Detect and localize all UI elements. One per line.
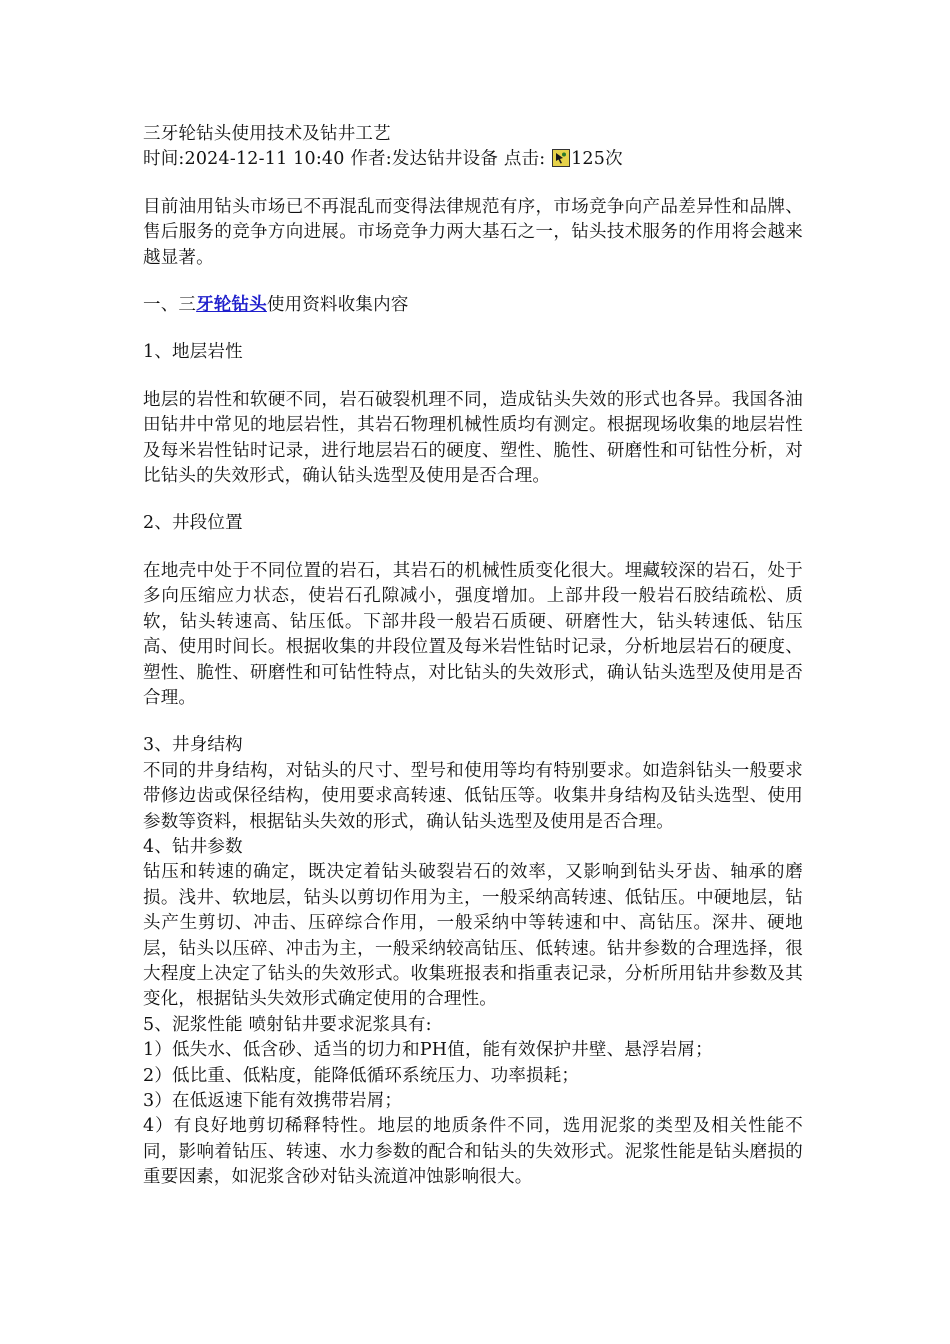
time-label: 时间: <box>143 149 185 170</box>
mud-item: 1）低失水、低含砂、适当的切力和PH值，能有效保护井壁、悬浮岩屑； <box>143 1040 713 1061</box>
author-value: 发达钻井设备 <box>391 149 499 170</box>
section-suffix: 使用资料收集内容 <box>266 295 409 316</box>
article-meta <box>143 147 803 172</box>
subheading-drilling-params: 4、钻井参数 <box>143 836 243 857</box>
article <box>143 122 803 1191</box>
drill-bit-link[interactable]: 牙轮钻头 <box>196 295 267 316</box>
article-title: 三牙轮钻头使用技术及钻井工艺 <box>143 124 391 144</box>
paragraph-formation: 地层的岩性和软硬不同，岩石破裂机理不同，造成钻头失效的形式也各异。我国各油田钻井中常见的地层岩性，其岩石物理机械性质均有测定。根据现场收集的地层岩性及每米岩性钻时记录，进行地层岩石的硬度、塑性、脆性、研磨性和可钻性分析，对比钻头的失效形式，确认钻头选型及使用是否合理。 <box>143 389 803 487</box>
subheading-formation: 1、地层岩性 <box>143 342 243 363</box>
author-label: 作者: <box>350 149 392 170</box>
subheading-mud-properties: 5、泥浆性能 喷射钻井要求泥浆具有: <box>143 1014 432 1035</box>
intro-paragraph: 目前油用钻头市场已不再混乱而变得法律规范有序，市场竞争向产品差异性和品牌、售后服务的竞争方向进展。市场竞争力两大基石之一，钻头技术服务的作用将会越来越显著。 <box>143 196 803 268</box>
mud-item: 2）低比重、低粘度，能降低循环系统压力、功率损耗； <box>143 1065 580 1086</box>
paragraph-well-structure: 不同的井身结构，对钻头的尺寸、型号和使用等均有特别要求。如造斜钻头一般要求带修边齿或保径结构，使用要求高转速、低钻压等。收集井身结构及钻头选型、使用参数等资料，根据钻头失效的形式，确认钻头选型及使用是否合理。 <box>143 760 803 832</box>
paragraph-well-section: 在地壳中处于不同位置的岩石，其岩石的机械性质变化很大。埋藏较深的岩石，处于多向压缩应力状态，使岩石孔隙减小，强度增加。上部井段一般岩石胶结疏松、质软，钻头转速高、钻压低。下部井段一般岩石质硬、研磨性大，钻头转速低、钻压高、使用时间长。根据收集的井段位置及每米岩性钻时记录，分析地层岩石的硬度、塑性、脆性、研磨性和可钻性特点，对比钻头的失效形式，确认钻头选型及使用是否合理。 <box>143 560 803 708</box>
clicks-unit: 次 <box>605 149 623 170</box>
section-heading-1 <box>143 293 803 318</box>
mud-item: 4）有良好地剪切稀释特性。地层的地质条件不同，选用泥浆的类型及相关性能不同，影响着钻压、转速、水力参数的配合和钻头的失效形式。泥浆性能是钻头磨损的重要因素，如泥浆含砂对钻头流道冲蚀影响很大。 <box>143 1116 803 1188</box>
time-value: 2024-12-11 10:40 <box>184 149 345 170</box>
clicks-value: 125 <box>571 149 606 170</box>
clicks-counter-icon <box>552 149 570 167</box>
subheading-well-section: 2、井段位置 <box>143 513 243 534</box>
clicks-label: 点击: <box>503 149 546 170</box>
mud-item: 3）在低返速下能有效携带岩屑； <box>143 1091 403 1111</box>
paragraph-drilling-params: 钻压和转速的确定，既决定着钻头破裂岩石的效率，又影响到钻头牙齿、轴承的磨损。浅井、软地层，钻头以剪切作用为主，一般采纳高转速、低钻压。中硬地层，钻头产生剪切、冲击、压碎综合作用，一般采纳中等转速和中、高钻压。深井、硬地层，钻头以压碎、冲击为主，一般采纳较高钻压、低转速。钻井参数的合理选择，很大程度上决定了钻头的失效形式。收集班报表和指重表记录，分析所用钻井参数及其变化，根据钻头失效形式确定使用的合理性。 <box>143 862 803 1010</box>
section-prefix: 一、三 <box>143 295 197 316</box>
subheading-well-structure: 3、井身结构 <box>143 735 243 756</box>
